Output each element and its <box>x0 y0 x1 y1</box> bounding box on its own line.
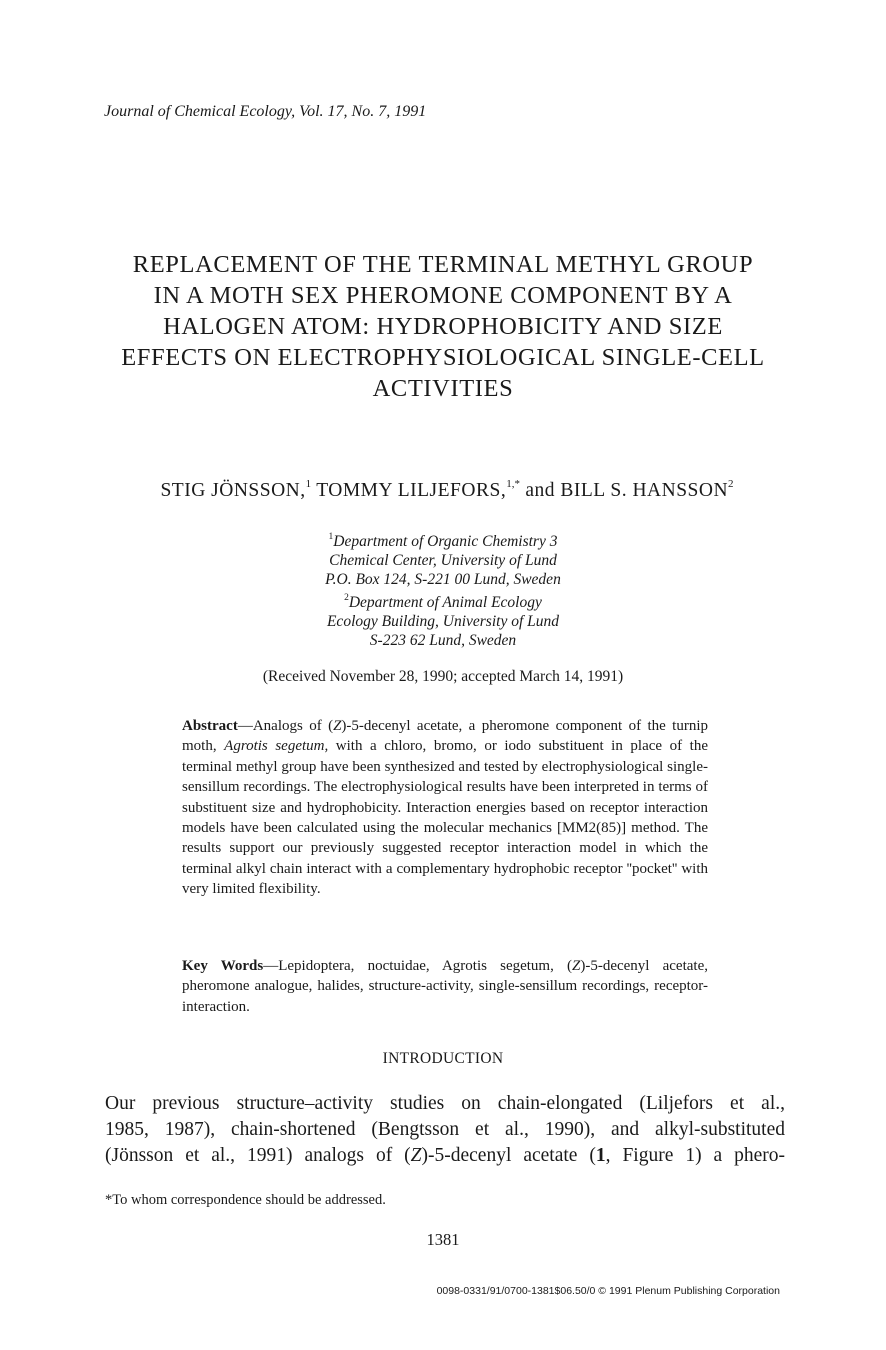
footnote: *To whom correspondence should be addressed. <box>105 1192 386 1208</box>
title-line: REPLACEMENT OF THE TERMINAL METHYL GROUP <box>132 251 754 278</box>
title-line: EFFECTS ON ELECTROPHYSIOLOGICAL SINGLE-CELL <box>121 344 765 371</box>
keywords-z: Z <box>572 958 581 974</box>
compound-number: 1 <box>595 1145 606 1166</box>
affil-mark: 2 <box>344 593 349 604</box>
author-list <box>110 478 784 502</box>
abstract-text: )-5-decenyl acetate, a pheromone component of the turnip moth, <box>182 718 708 755</box>
title-line: ACTIVITIES <box>372 375 514 402</box>
affiliation-line: Chemical Center, University of Lund <box>329 551 557 569</box>
body-line: 1985, 1987), chain-shortened (Bengtsson et al., 1990), and alkyl-substituted <box>105 1119 785 1140</box>
author-name: STIG JÖNSSON, <box>160 480 306 501</box>
affiliation-line: S-223 62 Lund, Sweden <box>369 631 517 649</box>
author-affil-mark: 1,* <box>506 478 520 490</box>
abstract <box>182 716 708 900</box>
author-name: BILL S. HANSSON <box>560 480 729 501</box>
article-title <box>96 249 790 404</box>
affiliation-line: Ecology Building, University of Lund <box>326 613 560 631</box>
body-text-run: )-5-decenyl acetate ( <box>421 1145 596 1166</box>
affil-text: Department of Organic Chemistry 3 <box>333 533 558 550</box>
abstract-text: Analogs of ( <box>252 718 334 734</box>
keywords-text: Lepidoptera, noctuidae, Agrotis segetum, ( <box>278 958 572 974</box>
affiliations <box>243 528 643 651</box>
author-affil-mark: 1 <box>305 478 312 490</box>
affiliation-line <box>243 589 643 613</box>
abstract-dash: — <box>237 718 253 734</box>
abstract-species: Agrotis segetum, <box>224 738 329 755</box>
author-conjunction: and <box>525 480 555 501</box>
title-line: IN A MOTH SEX PHEROMONE COMPONENT BY A <box>153 282 733 309</box>
keywords-dash: — <box>263 958 279 974</box>
received-dates: (Received November 28, 1990; accepted March 14, 1991) <box>262 668 624 685</box>
author-affil-mark: 2 <box>728 478 734 490</box>
copyright-line: 0098-0331/91/0700-1381$06.50/0 © 1991 Plenum Publishing Corporation <box>436 1285 780 1297</box>
page-number: 1381 <box>426 1230 460 1249</box>
title-line: HALOGEN ATOM: HYDROPHOBICITY AND SIZE <box>163 313 723 340</box>
body-line <box>105 1143 785 1169</box>
body-text-run: (Jönsson et al., 1991) analogs of ( <box>105 1145 411 1166</box>
abstract-text: with a chloro, bromo, or iodo substituent in place of the terminal methyl group have been synthesized and tested by electrophysiological single-sensillum recordings. The electrophysiological results have been interpreted in terms of substituent size and hydrophobicity. Interaction energies based on receptor interaction models have been calculated using the molecular mechanics [MM2(85)] method. The results support our previously suggested receptor interaction model in which the terminal alkyl chain interact with a complementary hydrophobic receptor ''pocket'' with very limited flexibility. <box>182 738 708 898</box>
affiliation-line: P.O. Box 124, S-221 00 Lund, Sweden <box>325 570 561 588</box>
body-z: Z <box>410 1145 422 1166</box>
affil-mark: 1 <box>328 532 334 542</box>
author-name: TOMMY LILJEFORS, <box>316 480 507 501</box>
journal-citation: Journal of Chemical Ecology, Vol. 17, No. 7, 1991 <box>104 103 427 120</box>
abstract-label: Abstract <box>182 718 238 734</box>
abstract-z: Z <box>333 718 342 734</box>
body-line: Our previous structure–activity studies on chain-elongated (Liljefors et al., <box>105 1093 785 1114</box>
affil-text: Department of Animal Ecology <box>348 594 542 612</box>
section-heading-introduction: INTRODUCTION <box>382 1050 504 1067</box>
body-text-run: , Figure 1) a phero- <box>605 1145 786 1166</box>
keywords-text: )-5-decenyl acetate, pheromone analogue, halides, structure-activity, single-sensillum recordings, receptor-interaction. <box>182 958 708 1015</box>
key-words <box>182 956 708 1017</box>
affiliation-line <box>243 528 643 552</box>
keywords-label: Key Words <box>182 958 264 974</box>
body-paragraph <box>105 1091 785 1169</box>
